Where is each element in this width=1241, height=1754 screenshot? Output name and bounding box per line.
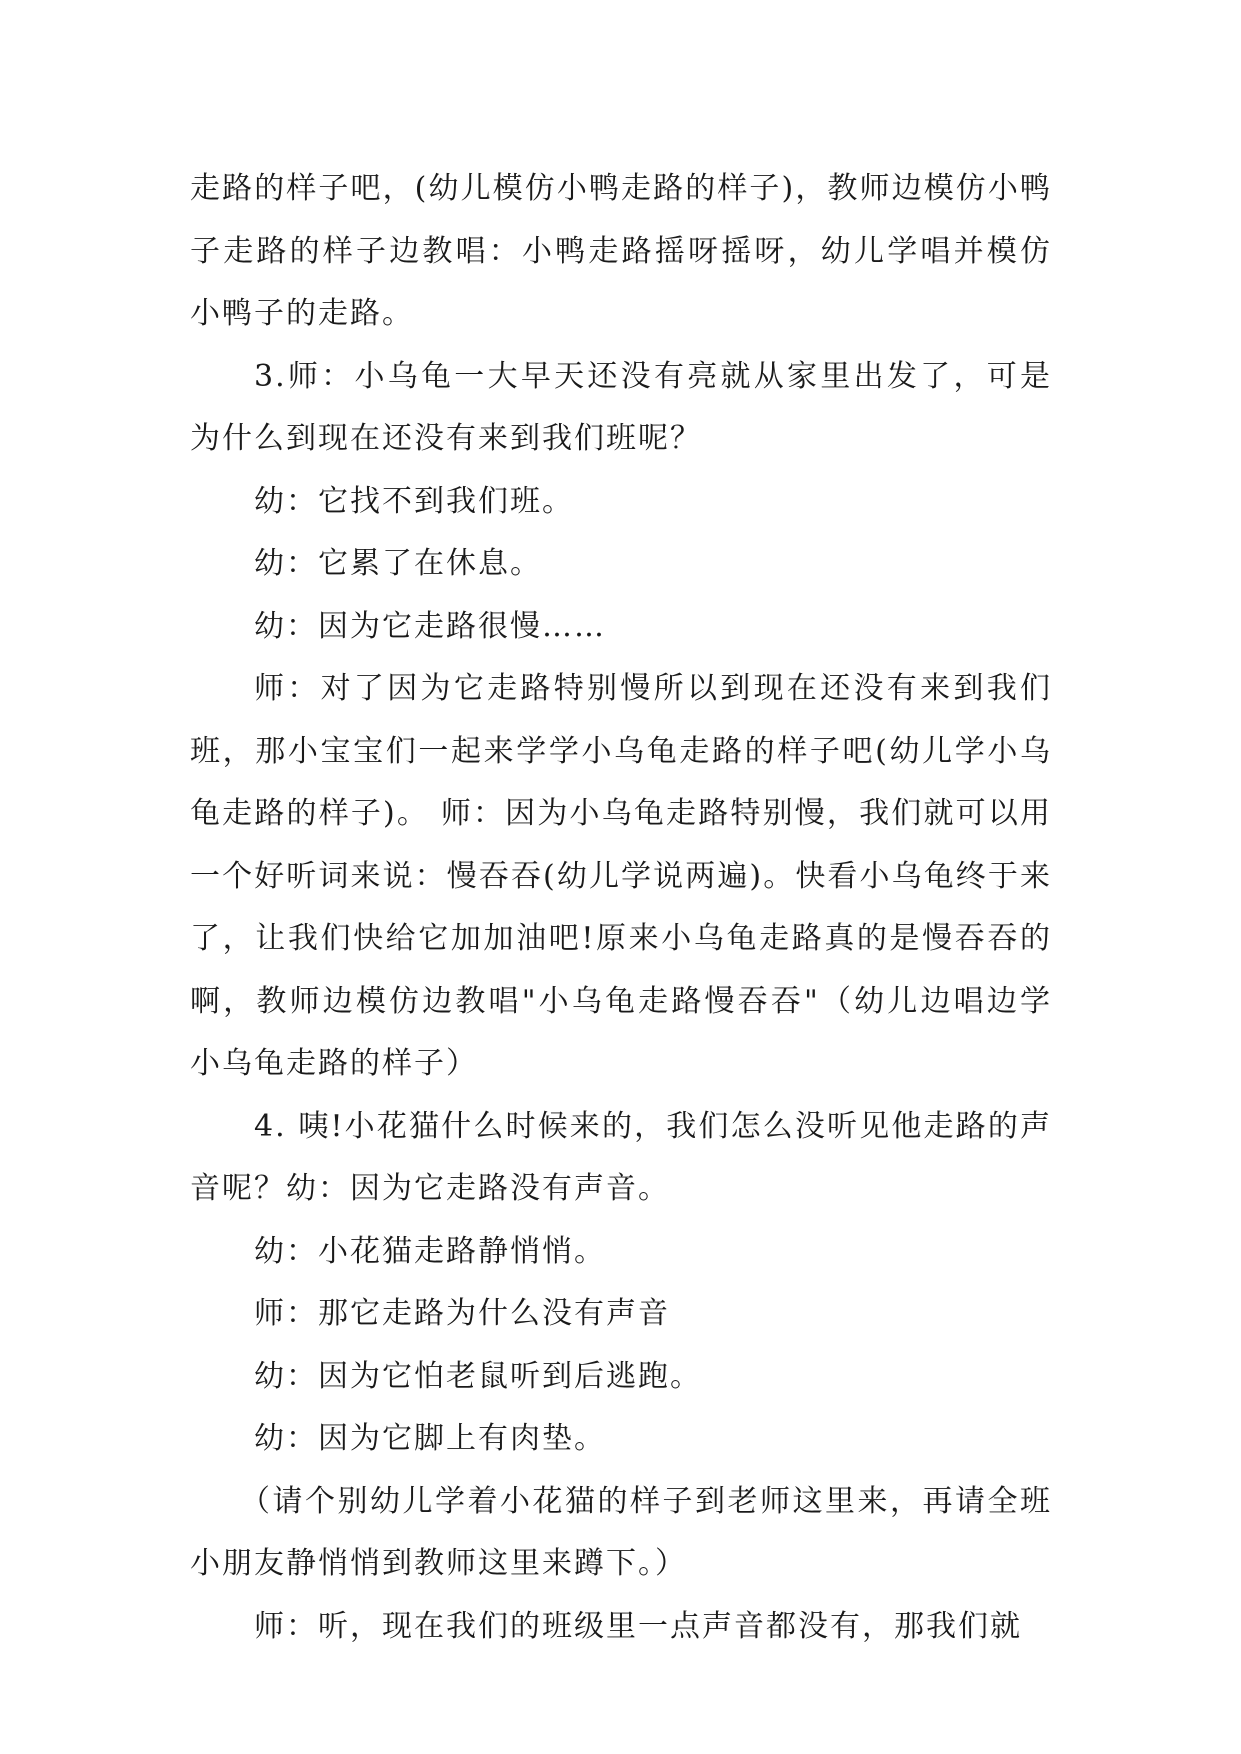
paragraph-dialogue: 幼：小花猫走路静悄悄。 [254, 1233, 606, 1269]
paragraph-continuation: 走路的样子吧，(幼儿模仿小鸭走路的样子)，教师边模仿小鸭子走路的样子边教唱：小鸭走路摇呀摇呀，幼儿学唱并模仿小鸭子的走路。 [190, 171, 1052, 331]
paragraph-item-4: 4. 咦!小花猫什么时候来的，我们怎么没听见他走路的声音呢？幼：因为它走路没有声音。 [190, 1108, 1052, 1206]
paragraph-dialogue: 幼：因为它脚上有肉垫。 [254, 1421, 606, 1456]
paragraph-item-3: 3.师：小乌龟一大早天还没有亮就从家里出发了，可是为什么到现在还没有来到我们班呢？ [190, 358, 1052, 456]
paragraph-dialogue: 幼：因为它怕老鼠听到后逃跑。 [254, 1358, 702, 1394]
paragraph-teacher: 师：听，现在我们的班级里一点声音都没有，那我们就 [254, 1608, 1022, 1644]
document-body [190, 158, 1052, 1658]
paragraph-dialogue: 幼：因为它走路很慢…… [254, 608, 606, 644]
paragraph-dialogue: 幼：它找不到我们班。 [254, 483, 574, 519]
paragraph-stage-direction: （请个别幼儿学着小花猫的样子到老师这里来，再请全班小朋友静悄悄到教师这里来蹲下。） [190, 1483, 1052, 1581]
paragraph-dialogue: 幼：它累了在休息。 [254, 546, 542, 581]
paragraph-dialogue: 师：那它走路为什么没有声音 [254, 1296, 670, 1331]
paragraph-teacher: 师：对了因为它走路特别慢所以到现在还没有来到我们班，那小宝宝们一起来学学小乌龟走路的样子吧(幼儿学小乌龟走路的样子)。 师：因为小乌龟走路特别慢，我们就可以用一个好听词来说：慢吞吞(幼儿学说两遍)。快看小乌龟终于来了，让我们快给它加加油吧!原来小乌龟走路真的是慢吞吞的啊，教师边模仿边教唱"小乌龟走路慢吞吞"（幼儿边唱边学小乌龟走路的样子） [190, 671, 1052, 1081]
